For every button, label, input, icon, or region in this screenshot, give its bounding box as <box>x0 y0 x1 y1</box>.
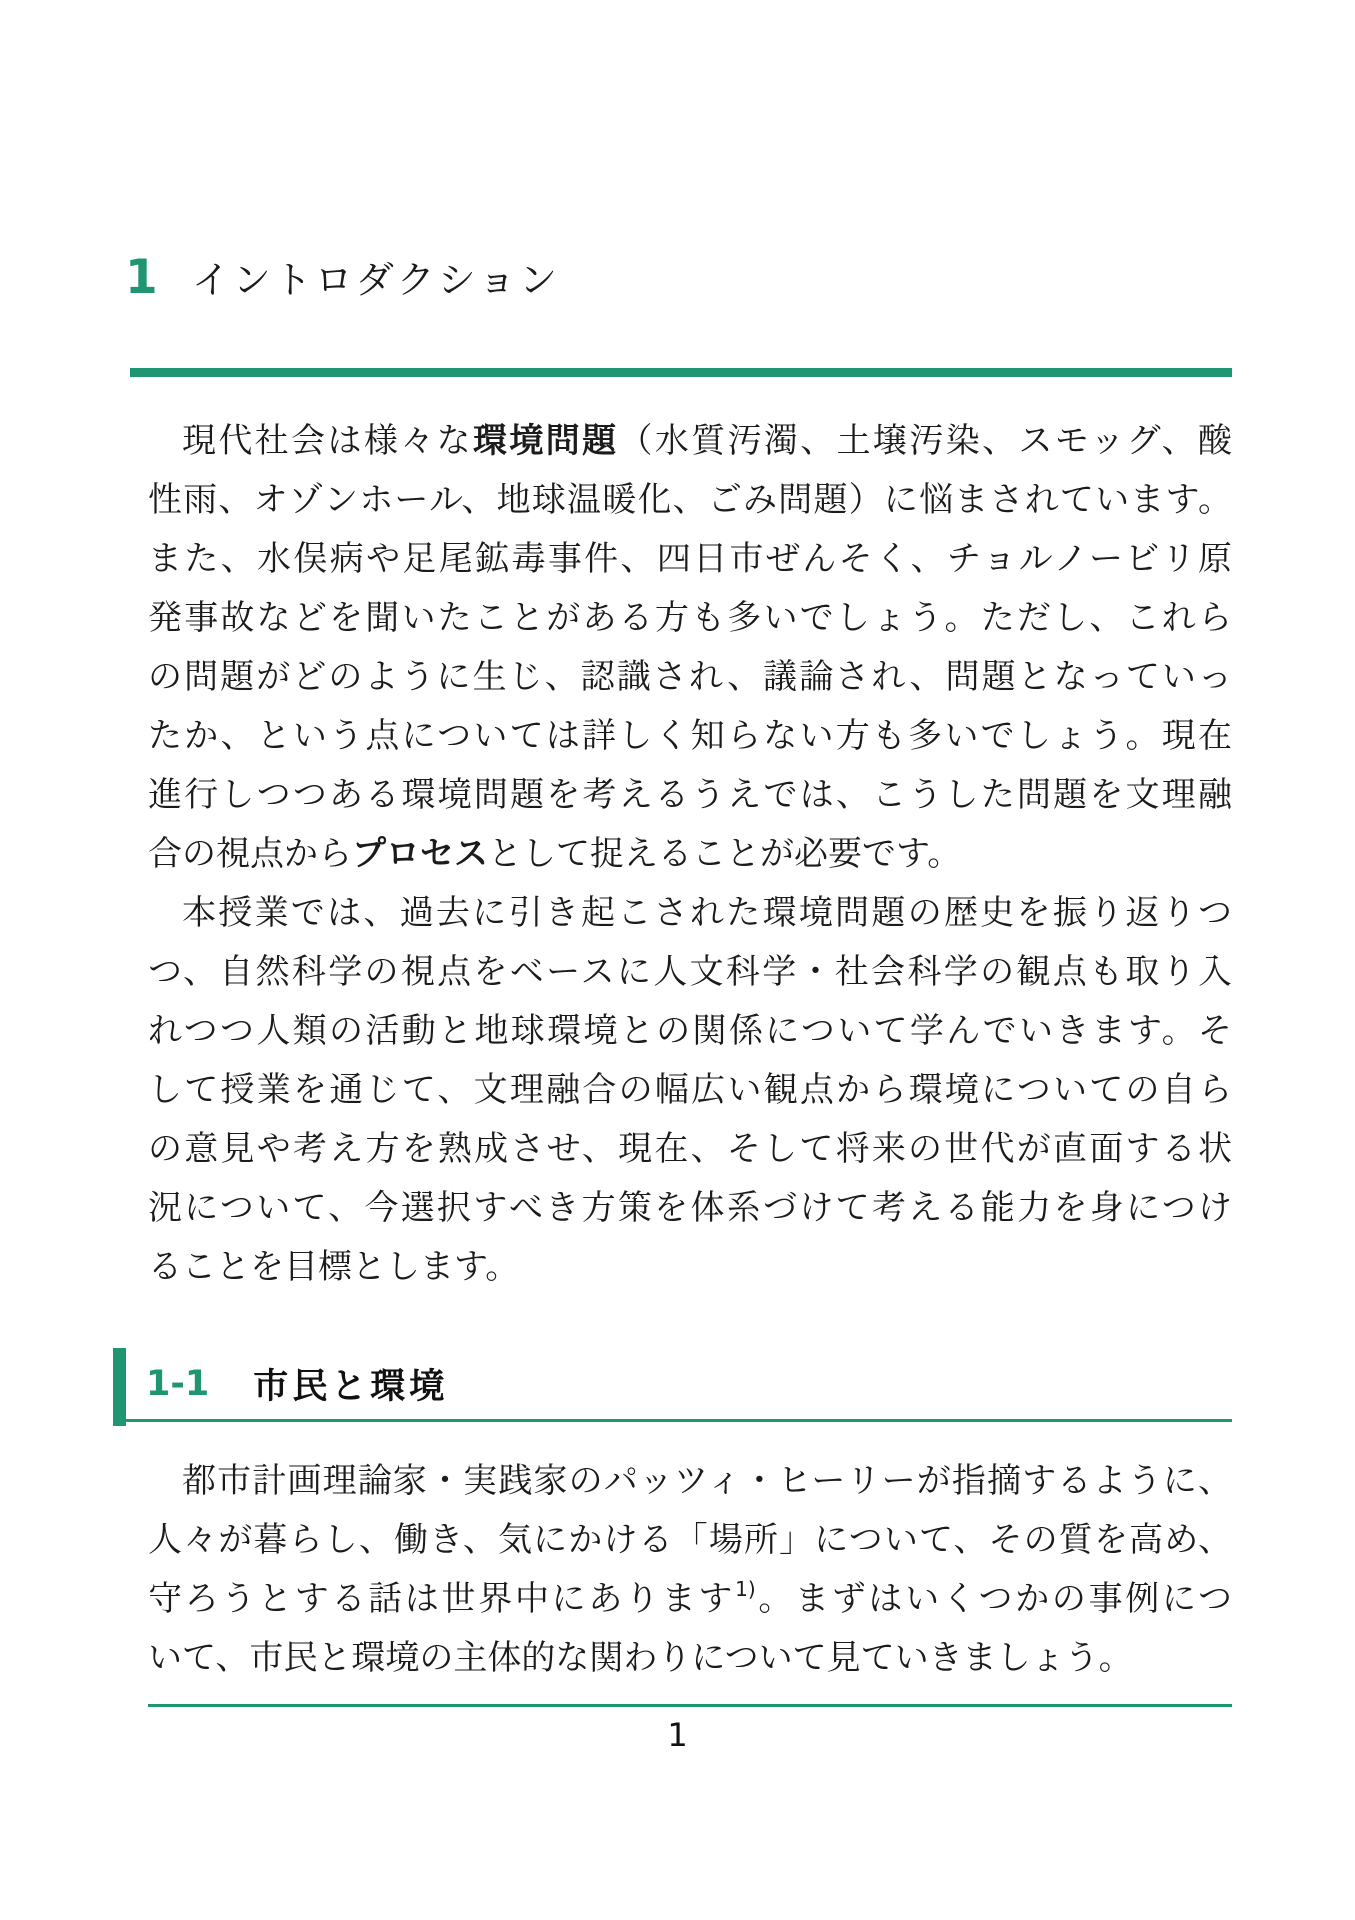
text-line: 守ろうとする話は世界中にあります$^{1)}$。まずはいくつかの事例につ <box>148 1577 1233 1619</box>
text-line: ることを目標とします。 <box>148 1247 520 1287</box>
text-line: 況について、今選択すべき方策を体系づけて考える能力を身につけ <box>148 1188 1232 1228</box>
section-heading-body <box>126 1348 1232 1422</box>
text-line: 本授業では、過去に引き起こされた環境問題の歴史を振り返りつ <box>182 893 1232 933</box>
section-number: 1-1 <box>146 1363 210 1404</box>
bold-term: 環境問題 <box>472 421 619 461</box>
page-number: 1 <box>667 1716 688 1754</box>
section-title: 市民と環境 <box>253 1366 449 1407</box>
text-line: の意見や考え方を熟成させ、現在、そして将来の世代が直面する状 <box>148 1129 1232 1169</box>
paragraph-3 <box>148 1452 1232 1688</box>
text-line: たか、という点については詳しく知らない方も多いでしょう。現在 <box>148 716 1232 756</box>
chapter-number: 1 <box>125 250 158 305</box>
text-line: して授業を通じて、文理融合の幅広い観点から環境についての自ら <box>148 1070 1232 1110</box>
footnote-marker: 1) <box>735 1577 756 1601</box>
footer-rule <box>148 1704 1232 1707</box>
text-line: 進行しつつある環境問題を考えるうえでは、こうした問題を文理融 <box>148 775 1232 815</box>
text-line: つ、自然科学の視点をベースに人文科学・社会科学の観点も取り入 <box>148 952 1232 992</box>
text-line: また、水俣病や足尾鉱毒事件、四日市ぜんそく、チョルノービリ原 <box>148 539 1232 579</box>
text-line: いて、市民と環境の主体的な関わりについて見ていきましょう。 <box>148 1638 1133 1678</box>
paragraph-1 <box>148 412 1232 884</box>
text-line: 発事故などを聞いたことがある方も多いでしょう。ただし、これら <box>148 598 1232 638</box>
text-line: の問題がどのように生じ、認識され、議論され、問題となっていっ <box>148 657 1232 697</box>
paragraph-2 <box>148 884 1232 1297</box>
body-text <box>148 412 1232 1297</box>
chapter-title: イントロダクション <box>191 258 560 302</box>
text-line: 合の視点からプロセスとして捉えることが必要です。 <box>148 834 962 874</box>
text-line: 現代社会は様々な環境問題（水質汚濁、土壌汚染、スモッグ、酸 <box>182 421 1233 461</box>
bold-term: プロセス <box>352 834 488 874</box>
section-heading <box>113 1348 1232 1426</box>
text-line: 性雨、オゾンホール、地球温暖化、ごみ問題）に悩まされています。 <box>148 480 1232 520</box>
text-line: れつつ人類の活動と地球環境との関係について学んでいきます。そ <box>148 1011 1232 1051</box>
text-line: 都市計画理論家・実践家のパッツィ・ヒーリーが指摘するように、 <box>182 1461 1232 1501</box>
text-line: 人々が暮らし、働き、気にかける「場所」について、その質を高め、 <box>148 1520 1232 1560</box>
section-accent-bar <box>113 1348 126 1426</box>
chapter-heading <box>125 252 560 304</box>
chapter-underline <box>130 368 1232 377</box>
